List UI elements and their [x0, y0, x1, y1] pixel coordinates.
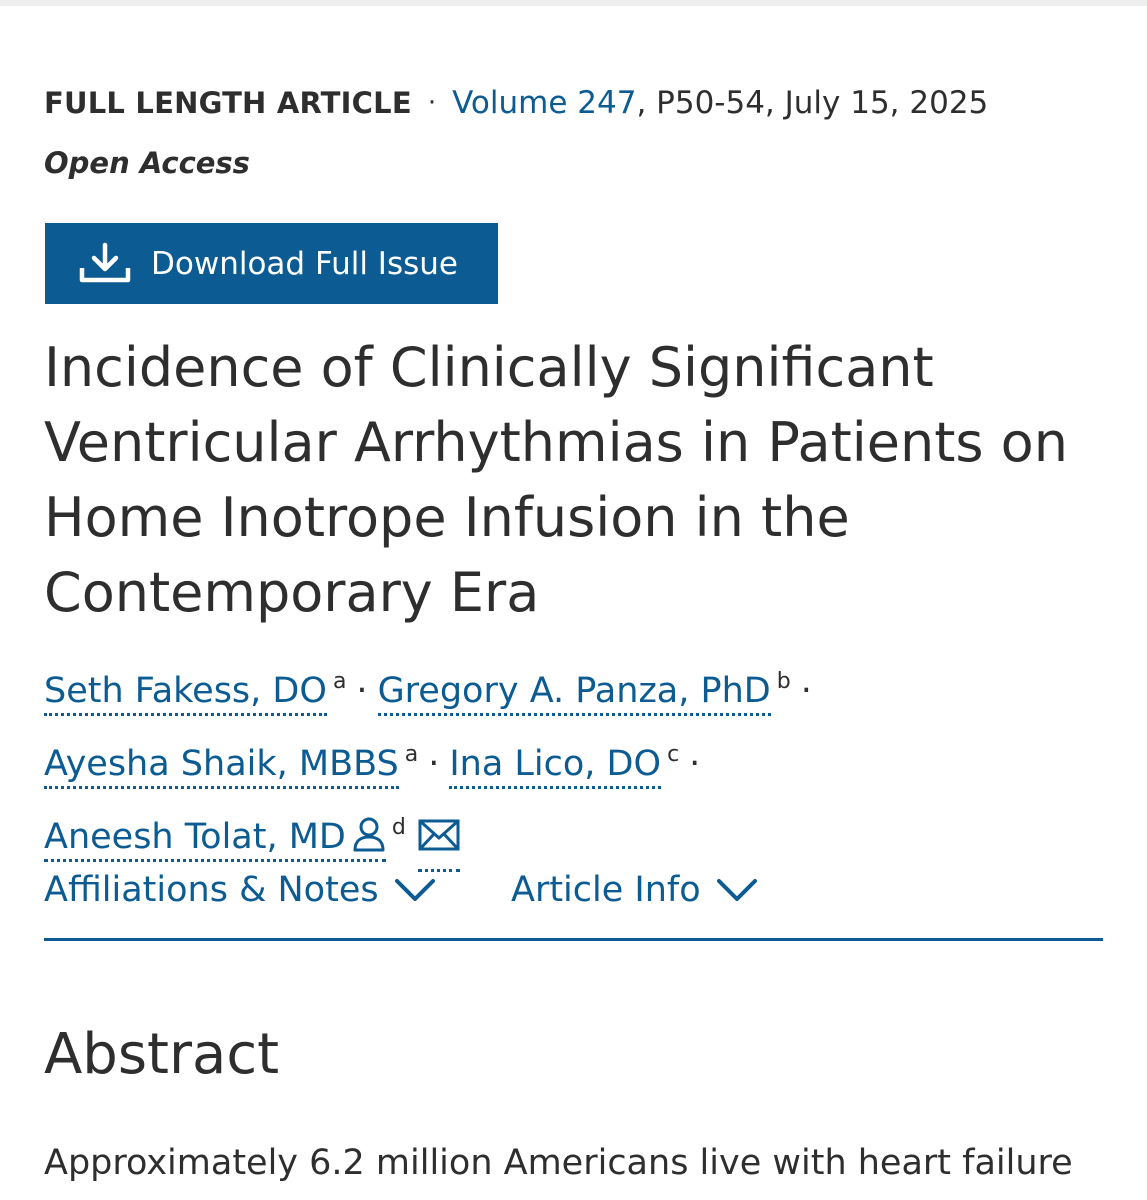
- author-link[interactable]: Seth Fakess, DO: [44, 671, 327, 716]
- pages-date: , P50-54, July 15, 2025: [636, 85, 989, 121]
- article-meta: [44, 80, 988, 126]
- author-link[interactable]: Ina Lico, DO: [449, 744, 661, 789]
- top-divider: [0, 0, 1147, 6]
- author-link[interactable]: Ayesha Shaik, MBBS: [44, 744, 399, 789]
- mail-icon: [418, 818, 460, 852]
- author-separator: ·: [800, 671, 812, 711]
- download-button-label: Download Full Issue: [151, 245, 458, 282]
- author-affiliation: a: [332, 669, 347, 694]
- volume-link[interactable]: Volume 247: [452, 85, 637, 121]
- tab-label: Affiliations & Notes: [44, 870, 379, 910]
- author-separator: ·: [428, 744, 440, 784]
- author-link[interactable]: Gregory A. Panza, PhD: [378, 671, 771, 716]
- author-affiliation: c: [667, 742, 680, 767]
- download-icon: [77, 242, 133, 286]
- author-affiliation: d: [391, 815, 406, 840]
- tab-affiliations-notes[interactable]: [44, 870, 437, 910]
- open-access-label: Open Access: [44, 146, 250, 180]
- article-title: Incidence of Clinically Significant Ventricular Arrhythmias in Patients on Home Inotrope Infusion in the Contemporary Era: [44, 336, 1068, 624]
- tab-article-info[interactable]: [511, 870, 759, 910]
- corresponding-author-link[interactable]: [44, 817, 386, 862]
- tab-label: Article Info: [511, 870, 701, 910]
- article-type: FULL LENGTH ARTICLE: [44, 86, 412, 120]
- article-tabs: [44, 870, 1103, 941]
- meta-separator: ·: [427, 88, 437, 118]
- author-separator: ·: [689, 744, 701, 784]
- author-name: Aneesh Tolat, MD: [44, 817, 346, 857]
- author-affiliation: a: [404, 742, 419, 767]
- email-author-button[interactable]: [418, 805, 460, 872]
- author-affiliation: b: [776, 669, 791, 694]
- download-full-issue-button[interactable]: [45, 223, 498, 304]
- chevron-down-icon: [393, 876, 437, 904]
- author-list: [44, 650, 1114, 872]
- chevron-down-icon: [715, 876, 759, 904]
- person-icon: [352, 816, 386, 852]
- author-separator: ·: [356, 671, 368, 711]
- abstract-text: Approximately 6.2 million Americans live with heart failure: [44, 1143, 1073, 1183]
- abstract-heading: Abstract: [44, 1022, 280, 1087]
